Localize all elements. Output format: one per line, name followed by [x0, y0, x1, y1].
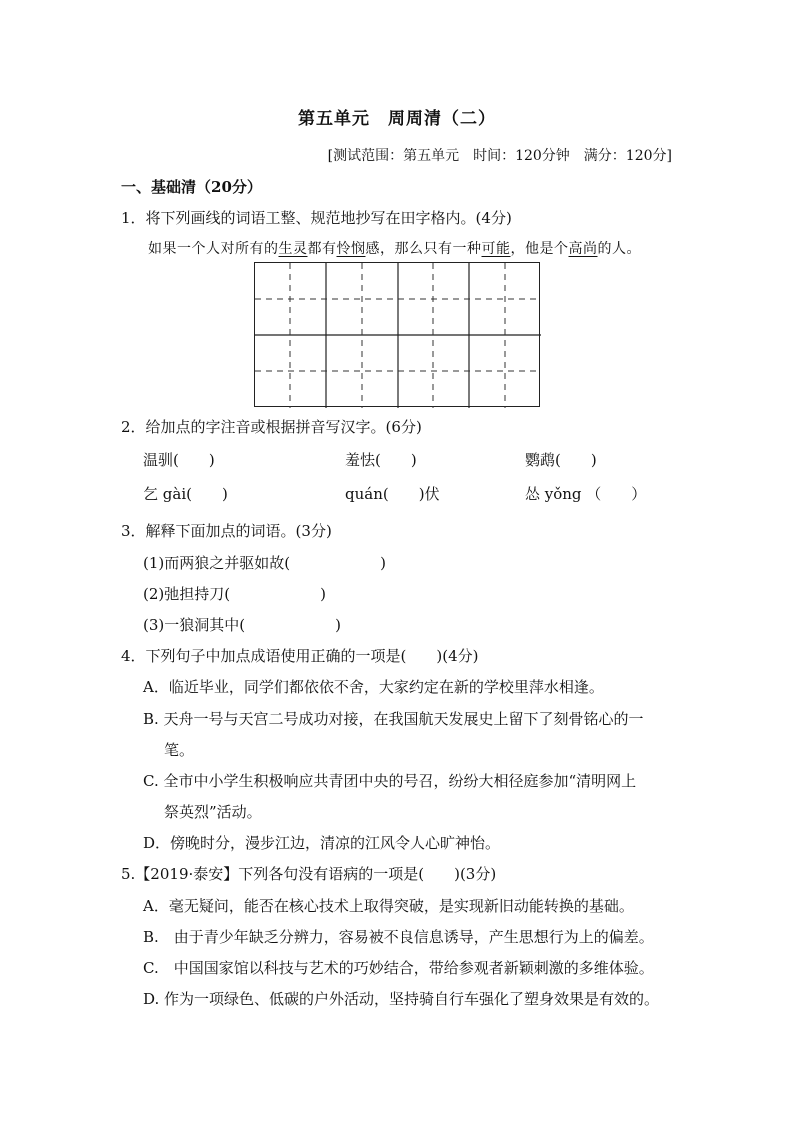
- tianzige-grid[interactable]: [254, 262, 540, 407]
- sentence-part: 都有: [307, 241, 337, 257]
- q4-option-a: A．临近毕业，同学们都依依不舍，大家约定在新的学校里萍水相逢。: [143, 678, 604, 696]
- underlined-word: 生灵: [278, 241, 308, 257]
- underlined-word: 怜悯: [336, 241, 366, 257]
- question-3-stem: 3．解释下面加点的词语。(3分): [121, 522, 332, 540]
- sentence-part: 如果一个人对所有的: [148, 241, 279, 257]
- q3-item: (2)弛担持刀( ): [143, 585, 326, 603]
- q4-option-d: D．傍晚时分，漫步江边，清凉的江风令人心旷神怡。: [143, 834, 501, 852]
- sentence-part: 感，那么只有一种: [365, 241, 482, 257]
- q2-item: 羞怯( ): [345, 451, 417, 469]
- q4-option-c: C. 全市中小学生积极响应共青团中央的号召，纷纷大相径庭参加“清明网上: [143, 772, 637, 790]
- q5-option-d: D. 作为一项绿色、低碳的户外活动，坚持骑自行车强化了塑身效果是有效的。: [143, 990, 660, 1008]
- test-scope: [测试范围：第五单元 时间：120分钟 满分：120分]: [327, 148, 672, 164]
- question-5-stem: 5.【2019·泰安】下列各句没有语病的一项是( )(3分): [121, 865, 497, 883]
- q4-option-c-cont: 祭英烈”活动。: [164, 803, 262, 821]
- q3-item: (3)一狼洞其中( ): [143, 616, 341, 634]
- page-title: 第五单元 周周清（二）: [298, 109, 496, 129]
- q2-item: quán( )伏: [345, 485, 440, 503]
- sentence-part: ，他是个: [510, 241, 569, 257]
- q4-option-b-cont: 笔。: [164, 741, 195, 759]
- underlined-word: 可能: [481, 241, 511, 257]
- sentence-part: 的人。: [597, 241, 641, 257]
- q4-option-b: B. 天舟一号与天宫二号成功对接，在我国航天发展史上留下了刻骨铭心的一: [143, 710, 644, 728]
- section-heading: 一、基础清（20分）: [121, 178, 262, 196]
- grid-lines: [255, 263, 541, 408]
- q2-item: 温驯( ): [143, 451, 215, 469]
- q2-item: 鹦鹉( ): [525, 451, 597, 469]
- q5-option-c: C. 中国国家馆以科技与艺术的巧妙结合，带给参观者新颖刺激的多维体验。: [143, 959, 654, 977]
- q3-item: (1)而两狼之并驱如故( ): [143, 554, 386, 572]
- underlined-word: 高尚: [568, 241, 598, 257]
- q2-item: 怂 yǒng （ ）: [525, 485, 647, 503]
- question-2-stem: 2．给加点的字注音或根据拼音写汉字。(6分): [121, 418, 422, 436]
- question-4-stem: 4．下列句子中加点成语使用正确的一项是( )(4分): [121, 647, 479, 665]
- q2-item: 乞 gài( ): [143, 485, 228, 503]
- question-1-stem: 1．将下列画线的词语工整、规范地抄写在田字格内。(4分): [121, 209, 512, 227]
- question-1-sentence: [148, 238, 641, 258]
- q5-option-b: B. 由于青少年缺乏分辨力，容易被不良信息诱导，产生思想行为上的偏差。: [143, 928, 654, 946]
- q5-option-a: A．毫无疑问，能否在核心技术上取得突破，是实现新旧动能转换的基础。: [143, 897, 634, 915]
